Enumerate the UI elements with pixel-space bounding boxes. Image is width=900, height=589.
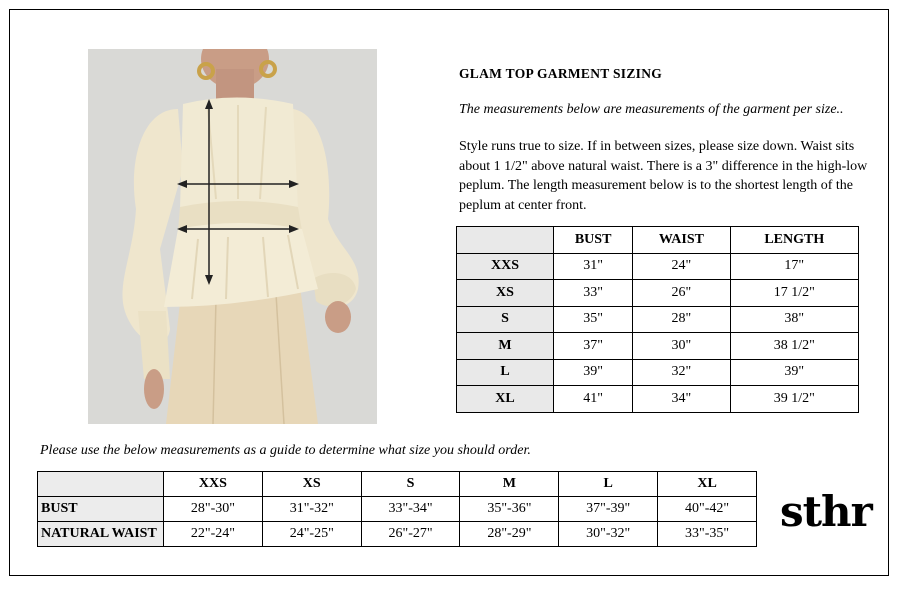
bust-cell: 39" (554, 359, 633, 386)
table-cell: 37"-39" (559, 497, 658, 522)
table-cell: 33"-35" (658, 522, 757, 547)
model-photo (88, 49, 377, 424)
length-cell: 38 1/2" (730, 333, 858, 360)
length-cell: 17" (730, 253, 858, 280)
column-header: BUST (554, 227, 633, 254)
row-label: NATURAL WAIST (38, 522, 164, 547)
garment-measurements-note: The measurements below are measurements of the garment per size.. (459, 102, 844, 117)
table-cell: 28"-30" (164, 497, 263, 522)
length-cell: 39 1/2" (730, 386, 858, 413)
table-row (457, 359, 859, 386)
table-cell: 40"-42" (658, 497, 757, 522)
table-cell: 28"-29" (460, 522, 559, 547)
column-header: XXS (164, 472, 263, 497)
table-cell: 22"-24" (164, 522, 263, 547)
body-measurement-table (37, 471, 757, 547)
model-illustration (88, 49, 377, 424)
table-row (457, 253, 859, 280)
waist-cell: 34" (633, 386, 730, 413)
table-row (457, 306, 859, 333)
column-header: XS (262, 472, 361, 497)
bust-cell: 35" (554, 306, 633, 333)
page-title: GLAM TOP GARMENT SIZING (459, 66, 663, 81)
size-label: XS (457, 280, 554, 307)
column-header: L (559, 472, 658, 497)
column-header: WAIST (633, 227, 730, 254)
garment-size-table (456, 226, 859, 413)
bust-cell: 41" (554, 386, 633, 413)
table-cell: 26"-27" (361, 522, 460, 547)
bust-cell: 31" (554, 253, 633, 280)
table-cell: 31"-32" (262, 497, 361, 522)
table-cell: 35"-36" (460, 497, 559, 522)
table-cell: 33"-34" (361, 497, 460, 522)
waist-cell: 30" (633, 333, 730, 360)
size-label: S (457, 306, 554, 333)
table-row (457, 386, 859, 413)
table-corner-cell (457, 227, 554, 254)
bust-cell: 33" (554, 280, 633, 307)
size-label: XL (457, 386, 554, 413)
table-cell: 24"-25" (262, 522, 361, 547)
bust-cell: 37" (554, 333, 633, 360)
length-cell: 38" (730, 306, 858, 333)
waist-cell: 24" (633, 253, 730, 280)
fit-description: Style runs true to size. If in between sizes, please size down. Waist sits about 1 1/2" above natural waist. There is a 3" difference in the high-low peplum. The length measurement below is to the shortest length of the peplum at center front. (459, 139, 868, 213)
table-cell: 30"-32" (559, 522, 658, 547)
waist-cell: 32" (633, 359, 730, 386)
size-label: M (457, 333, 554, 360)
size-label: XXS (457, 253, 554, 280)
table-header-row (38, 472, 757, 497)
table-header-row (457, 227, 859, 254)
table-row (457, 280, 859, 307)
table-corner-cell (38, 472, 164, 497)
table-row (38, 497, 757, 522)
column-header: XL (658, 472, 757, 497)
column-header: M (460, 472, 559, 497)
length-cell: 39" (730, 359, 858, 386)
column-header: LENGTH (730, 227, 858, 254)
length-cell: 17 1/2" (730, 280, 858, 307)
column-header: S (361, 472, 460, 497)
size-label: L (457, 359, 554, 386)
size-guide-note: Please use the below measurements as a guide to determine what size you should order. (40, 443, 531, 458)
brand-logo: sthr (780, 487, 872, 536)
waist-cell: 26" (633, 280, 730, 307)
table-row (457, 333, 859, 360)
table-row (38, 522, 757, 547)
row-label: BUST (38, 497, 164, 522)
waist-cell: 28" (633, 306, 730, 333)
